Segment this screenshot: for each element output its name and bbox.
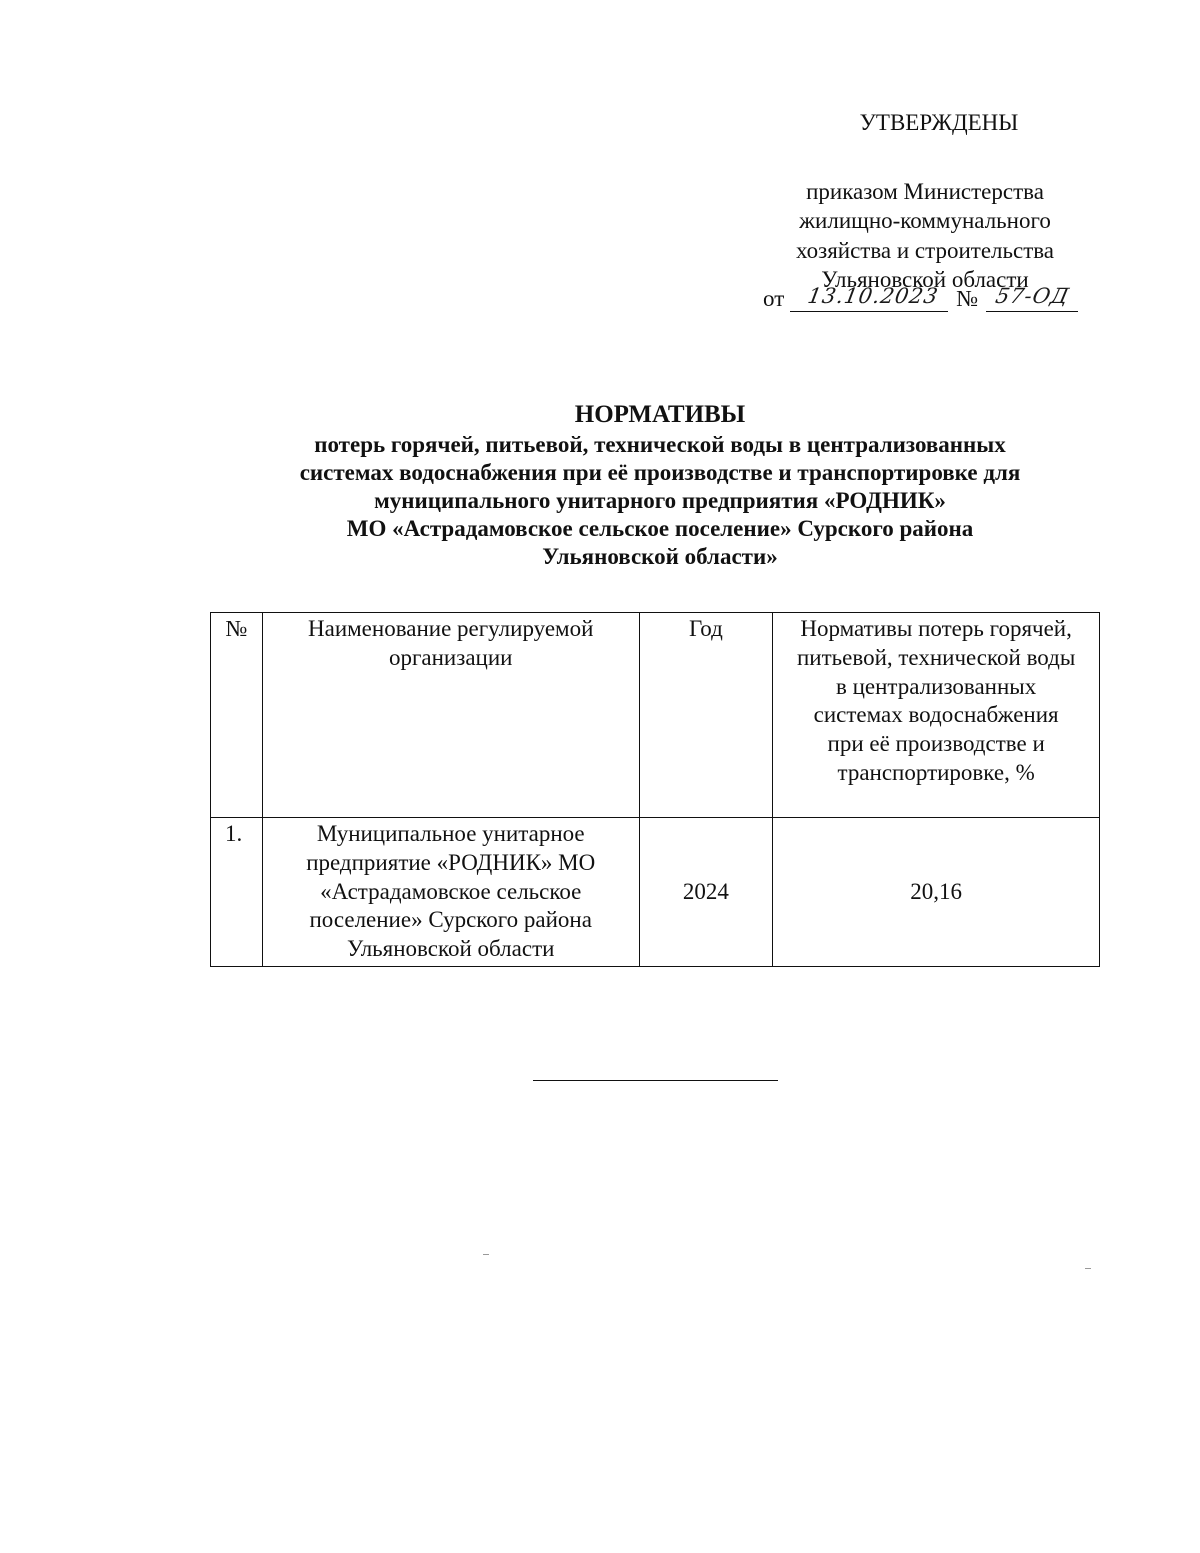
- header-org-text: Наименование регулируемой организации: [308, 616, 594, 670]
- approved-word: УТВЕРЖДЕНЫ: [859, 110, 1019, 135]
- approval-line-1: приказом Министерства: [806, 179, 1044, 205]
- from-label: от: [763, 286, 785, 311]
- norms-table: [210, 612, 1100, 967]
- title-line-2: системах водоснабжения при её производстве и транспортировке для: [299, 459, 1021, 485]
- scan-speck: [483, 1254, 489, 1255]
- cell-year: 2024: [639, 818, 773, 967]
- header-norm-text: Нормативы потерь горячей, питьевой, технической воды в централизованных системах водоснабжения при её производстве и транспортировке, %: [797, 616, 1076, 785]
- document-title: [200, 400, 1120, 571]
- order-date-number-line: [763, 285, 1078, 312]
- title-line-5: Ульяновской области»: [542, 543, 778, 569]
- approval-line-2: жилищно-коммунального: [799, 208, 1051, 234]
- title-line-4: МО «Астрадамовское сельское поселение» Сурского района: [346, 515, 974, 541]
- end-divider: [533, 1080, 778, 1081]
- title-line-1: потерь горячей, питьевой, технической воды в централизованных: [314, 431, 1006, 457]
- title-heading: НОРМАТИВЫ: [574, 401, 746, 428]
- header-num: №: [211, 613, 263, 818]
- cell-org-text: Муниципальное унитарное предприятие «РОДНИК» МО «Астрадамовское сельское поселение» Сурского района Ульяновской области: [306, 821, 596, 961]
- approval-line-3: хозяйства и строительства: [795, 237, 1055, 263]
- scan-speck: [1085, 1268, 1091, 1269]
- table-row: [211, 818, 1100, 967]
- cell-num: 1.: [211, 818, 263, 967]
- number-blank: [986, 285, 1078, 312]
- date-blank: [790, 285, 948, 312]
- header-org: [262, 613, 639, 818]
- cell-org: [262, 818, 639, 967]
- handwritten-number: 57-ОД: [993, 284, 1072, 308]
- table-header-row: [211, 613, 1100, 818]
- cell-norm: 20,16: [773, 818, 1100, 967]
- handwritten-date: 13.10.2023: [806, 284, 941, 308]
- number-label: №: [956, 286, 979, 311]
- header-year: Год: [639, 613, 773, 818]
- approval-line-4: Ульяновской области: [821, 266, 1029, 292]
- approval-block: [740, 108, 1110, 294]
- header-norm: [773, 613, 1100, 818]
- title-line-3: муниципального унитарного предприятия «РОДНИК»: [374, 487, 946, 513]
